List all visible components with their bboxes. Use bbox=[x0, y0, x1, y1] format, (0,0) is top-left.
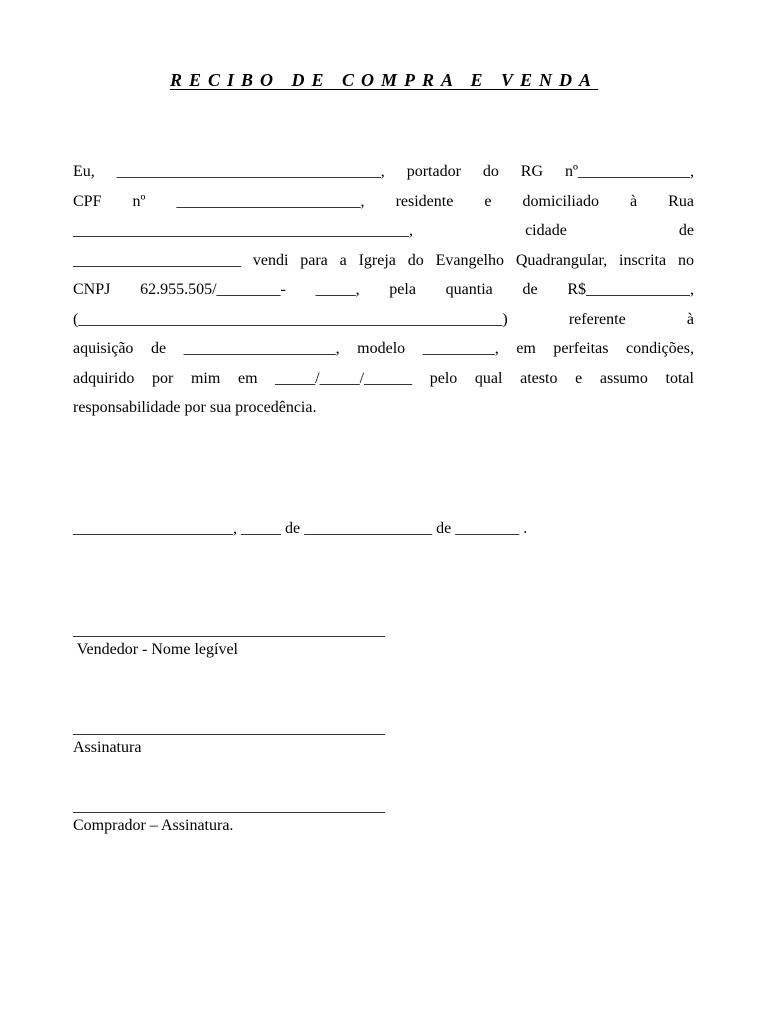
cpf-number-blank: _______________________, bbox=[176, 192, 365, 210]
paragraph-line bbox=[73, 364, 694, 394]
word: pela bbox=[389, 281, 416, 298]
acquisition-date-blank: _____/_____/______ bbox=[275, 369, 413, 387]
word: mim bbox=[190, 369, 221, 387]
paragraph-line bbox=[73, 246, 694, 276]
word: Rua bbox=[668, 192, 694, 210]
word: vendi bbox=[252, 251, 289, 269]
word: e bbox=[484, 192, 492, 210]
seller-name-blank: _________________________________, bbox=[116, 163, 385, 180]
paragraph-line bbox=[73, 334, 694, 364]
word: do bbox=[407, 251, 424, 269]
word: portador bbox=[406, 163, 461, 180]
buyer-signature-block bbox=[73, 798, 385, 836]
word: do bbox=[482, 163, 499, 180]
word: total bbox=[665, 369, 694, 387]
word: referente bbox=[568, 310, 626, 328]
word: condições, bbox=[625, 340, 694, 357]
word: pelo bbox=[429, 369, 458, 387]
word: de bbox=[150, 340, 167, 357]
word: CNPJ bbox=[73, 281, 111, 298]
word: e bbox=[575, 369, 583, 387]
word: Igreja bbox=[358, 251, 396, 269]
word: CPF bbox=[73, 192, 102, 210]
paragraph-line bbox=[73, 157, 694, 187]
word: nº bbox=[132, 192, 146, 210]
place-date-line: ____________________, _____ de ________________ de ________ . bbox=[73, 520, 528, 537]
word: modelo bbox=[357, 340, 406, 357]
seller-signature-rule: _______________________________________ bbox=[73, 622, 385, 639]
word: residente bbox=[395, 192, 454, 210]
word: Eu, bbox=[73, 163, 95, 180]
word: responsabilidade por sua procedência. bbox=[73, 399, 317, 416]
assinatura-block bbox=[73, 720, 385, 758]
word: inscrita bbox=[619, 251, 667, 269]
word: RG bbox=[520, 163, 544, 180]
word: atesto bbox=[520, 369, 558, 387]
word: de bbox=[522, 281, 538, 298]
receipt-paragraph bbox=[73, 157, 694, 423]
amount-blank: R$_____________, bbox=[567, 281, 694, 298]
cnpj-suffix-blank: _____, bbox=[315, 281, 360, 298]
word: assumo bbox=[599, 369, 648, 387]
word: adquirido bbox=[73, 369, 135, 387]
word: em bbox=[237, 369, 258, 387]
word: domiciliado bbox=[522, 192, 599, 210]
model-blank: _________, bbox=[422, 340, 499, 357]
word: Quadrangular, bbox=[515, 251, 608, 269]
paragraph-line bbox=[73, 187, 694, 217]
word: por bbox=[151, 369, 174, 387]
word: à bbox=[686, 310, 694, 328]
item-blank: ___________________, bbox=[183, 340, 340, 357]
word: de bbox=[678, 222, 694, 239]
city-blank: _____________________ bbox=[73, 251, 241, 269]
word: para bbox=[300, 251, 328, 269]
word: a bbox=[339, 251, 347, 269]
street-blank: __________________________________________, bbox=[73, 222, 413, 239]
word: em bbox=[516, 340, 536, 357]
paragraph-line bbox=[73, 305, 694, 335]
paragraph-line bbox=[73, 216, 694, 246]
word: perfeitas bbox=[553, 340, 609, 357]
word: Evangelho bbox=[435, 251, 504, 269]
word: cidade bbox=[525, 222, 567, 239]
word: quantia bbox=[445, 281, 493, 298]
paragraph-line bbox=[73, 275, 694, 305]
buyer-signature-rule: _______________________________________ bbox=[73, 798, 385, 815]
assinatura-label: Assinatura bbox=[73, 739, 142, 756]
amount-in-words-blank: (_____________________________________________________) bbox=[73, 310, 508, 328]
assinatura-rule: _______________________________________ bbox=[73, 720, 385, 737]
word: no bbox=[677, 251, 694, 269]
word: à bbox=[630, 192, 638, 210]
paragraph-line bbox=[73, 393, 694, 423]
word: qual bbox=[474, 369, 503, 387]
seller-signature-label: Vendedor - Nome legível bbox=[73, 641, 238, 658]
document-title: RECIBO DE COMPRA E VENDA bbox=[169, 70, 599, 90]
word: aquisição bbox=[73, 340, 134, 357]
rg-number-blank: nº______________, bbox=[564, 163, 694, 180]
buyer-signature-label: Comprador – Assinatura. bbox=[73, 817, 234, 834]
seller-signature-block bbox=[73, 622, 385, 660]
cnpj-number: 62.955.505/________- bbox=[140, 281, 286, 298]
